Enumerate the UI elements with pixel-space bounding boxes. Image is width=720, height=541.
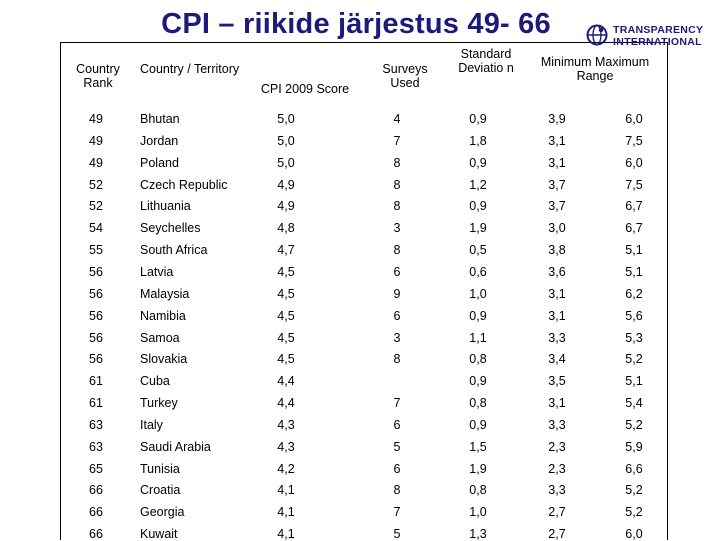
cell-stddev: 1,2 [469,177,487,192]
cell-stddev: 0,9 [469,374,487,389]
cell-max: 6,6 [625,461,643,476]
cell-surveys: 8 [393,243,401,258]
cell-max: 5,1 [625,264,643,279]
cell-rank: 66 [89,505,103,520]
cell-max: 5,1 [625,243,643,258]
cell-min: 3,7 [548,177,566,192]
cell-stddev: 0,6 [469,264,487,279]
logo-line2: INTERNATIONAL [613,36,702,48]
cell-score: 4,1 [277,527,295,541]
cell-surveys: 6 [393,417,401,432]
cell-max: 6,0 [625,112,643,126]
cell-surveys: 6 [393,461,401,476]
cell-country: Turkey [140,396,178,411]
cell-country: Bhutan [140,112,180,126]
cell-max: 5,1 [625,374,643,389]
cell-min: 3,7 [548,199,566,214]
header-rank: Country Rank [76,62,120,90]
cell-country: Jordan [140,133,179,148]
cell-stddev: 0,8 [469,483,487,498]
cell-surveys: 4 [393,112,401,126]
cell-max: 7,5 [625,177,643,192]
cell-country: Seychelles [140,221,201,236]
cell-stddev: 0,9 [469,417,487,432]
cell-rank: 52 [89,199,103,214]
header-surveys: Surveys Used [382,62,428,90]
cell-stddev: 0,9 [469,308,487,323]
cell-rank: 56 [89,264,103,279]
cell-max: 7,5 [625,133,643,148]
cell-stddev: 1,9 [469,221,487,236]
cell-score: 5,0 [277,112,295,126]
cell-country: Samoa [140,330,180,345]
cell-score: 4,1 [277,505,295,520]
cell-score: 4,2 [277,461,295,476]
cell-country: Cuba [140,374,170,389]
cell-rank: 63 [89,439,103,454]
cell-stddev: 0,9 [469,155,487,170]
cell-min: 3,1 [548,396,566,411]
cell-stddev: 1,5 [469,439,487,454]
cell-rank: 66 [89,483,103,498]
cell-score: 4,7 [277,243,295,258]
cell-score: 4,9 [277,177,295,192]
globe-icon [586,24,608,46]
cell-country: Poland [140,155,179,170]
cell-stddev: 0,8 [469,352,487,367]
cell-max: 5,3 [625,330,643,345]
cell-score: 4,3 [277,417,295,432]
cell-rank: 55 [89,243,103,258]
cell-surveys: 8 [393,352,401,367]
cell-country: Czech Republic [140,177,228,192]
cell-stddev: 1,8 [469,133,487,148]
cell-rank: 66 [89,527,103,541]
cell-max: 5,6 [625,308,643,323]
cell-score: 5,0 [277,133,295,148]
cell-rank: 56 [89,286,103,301]
cell-max: 6,2 [625,286,643,301]
cell-score: 4,5 [277,330,295,345]
cell-max: 6,0 [625,155,643,170]
cell-rank: 49 [89,112,103,126]
cell-min: 3,6 [548,264,566,279]
cell-rank: 49 [89,133,103,148]
cell-min: 3,5 [548,374,566,389]
cell-score: 4,3 [277,439,295,454]
cell-surveys: 6 [393,308,401,323]
cell-rank: 63 [89,417,103,432]
cell-min: 2,7 [548,505,566,520]
cell-stddev: 1,0 [469,286,487,301]
cell-country: Namibia [140,308,186,323]
cell-min: 3,1 [548,286,566,301]
cell-max: 5,2 [625,505,643,520]
cell-rank: 65 [89,461,103,476]
cell-max: 5,2 [625,417,643,432]
cell-rank: 56 [89,352,103,367]
cell-min: 3,8 [548,243,566,258]
cell-country: Lithuania [140,199,191,214]
cell-stddev: 0,5 [469,243,487,258]
cell-score: 4,4 [277,396,295,411]
cell-score: 4,5 [277,264,295,279]
cell-max: 6,0 [625,527,643,541]
cell-country: Latvia [140,264,174,279]
cell-stddev: 1,1 [469,330,487,345]
cell-surveys: 8 [393,177,401,192]
cell-surveys: 5 [393,527,401,541]
cell-country: Kuwait [140,527,178,541]
transparency-international-logo [586,24,716,50]
cell-country: South Africa [140,243,208,258]
cell-min: 3,3 [548,483,566,498]
cell-country: Tunisia [140,461,180,476]
cell-surveys: 8 [393,199,401,214]
cell-min: 3,1 [548,308,566,323]
cell-max: 6,7 [625,221,643,236]
cell-stddev: 0,8 [469,396,487,411]
cell-surveys: 3 [393,330,401,345]
cell-surveys: 3 [393,221,401,236]
cell-surveys: 6 [393,264,401,279]
cell-country: Croatia [140,483,181,498]
cell-rank: 61 [89,396,103,411]
cell-country: Italy [140,417,163,432]
cell-score: 4,5 [277,352,295,367]
cell-rank: 61 [89,374,103,389]
cell-stddev: 1,9 [469,461,487,476]
cell-min: 3,4 [548,352,566,367]
cell-max: 5,4 [625,396,643,411]
cell-min: 3,1 [548,133,566,148]
cell-max: 6,7 [625,199,643,214]
cell-stddev: 1,0 [469,505,487,520]
header-score: CPI 2009 Score [260,82,350,96]
cell-surveys: 7 [393,396,401,411]
cell-score: 4,4 [277,374,295,389]
cell-surveys: 5 [393,439,401,454]
cell-surveys: 8 [393,155,401,170]
header-country: Country / Territory [140,62,240,76]
header-stddev: Standard Deviatio n [458,47,514,75]
cell-score: 4,5 [277,286,295,301]
cell-stddev: 0,9 [469,112,487,126]
cell-country: Georgia [140,505,185,520]
slide-title: CPI – riikide järjestus 49- 66 [161,8,551,40]
cell-rank: 54 [89,221,103,236]
cell-score: 4,5 [277,308,295,323]
cell-rank: 49 [89,155,103,170]
cell-rank: 56 [89,330,103,345]
cell-stddev: 0,9 [469,199,487,214]
cell-surveys: 8 [393,483,401,498]
cell-min: 2,7 [548,527,566,541]
cell-min: 2,3 [548,439,566,454]
cell-country: Slovakia [140,352,188,367]
cell-score: 5,0 [277,155,295,170]
cell-rank: 52 [89,177,103,192]
cell-country: Malaysia [140,286,190,301]
cell-max: 5,2 [625,352,643,367]
cell-min: 3,3 [548,330,566,345]
header-range: Minimum Maximum Range [540,55,650,83]
cell-min: 3,0 [548,221,566,236]
cell-surveys: 9 [393,286,401,301]
cell-surveys: 7 [393,505,401,520]
cell-country: Saudi Arabia [140,439,211,454]
cell-min: 3,1 [548,155,566,170]
cell-score: 4,9 [277,199,295,214]
logo-line1: TRANSPARENCY [613,24,704,36]
cell-rank: 56 [89,308,103,323]
cell-min: 3,3 [548,417,566,432]
cell-min: 3,9 [548,112,566,126]
cell-score: 4,8 [277,221,295,236]
cell-max: 5,9 [625,439,643,454]
cell-surveys: 7 [393,133,401,148]
cell-max: 5,2 [625,483,643,498]
cell-min: 2,3 [548,461,566,476]
cell-score: 4,1 [277,483,295,498]
cell-stddev: 1,3 [469,527,487,541]
